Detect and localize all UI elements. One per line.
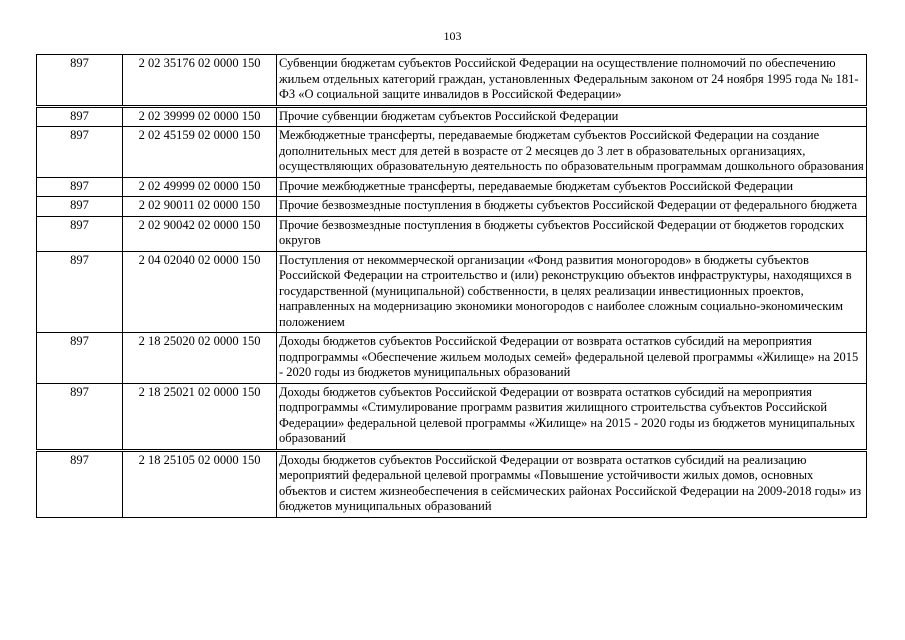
table-row xyxy=(37,333,867,384)
table-row xyxy=(37,450,867,517)
revenue-code-cell: 2 02 49999 02 0000 150 xyxy=(123,177,277,197)
admin-code-cell: 897 xyxy=(37,251,123,333)
revenue-name-cell: Субвенции бюджетам субъектов Российской Федерации на осуществление полномочий по обеспечению жильем отдельных категорий граждан, установленных Федеральным законом от 24 ноября 1995 года № 181-ФЗ «О социальной защите инвалидов в Российской Федерации» xyxy=(277,55,867,107)
revenue-name-cell: Доходы бюджетов субъектов Российской Федерации от возврата остатков субсидий на мероприятия подпрограммы «Стимулирование программ развития жилищного строительства субъектов Российской Федерации» федеральной целевой программы «Жилище» на 2015 - 2020 годы из бюджетов муниципальных образований xyxy=(277,383,867,450)
admin-code-cell: 897 xyxy=(37,450,123,517)
revenue-code-cell: 2 02 35176 02 0000 150 xyxy=(123,55,277,107)
revenue-code-cell: 2 18 25020 02 0000 150 xyxy=(123,333,277,384)
table-row xyxy=(37,383,867,450)
revenue-code-cell: 2 02 90042 02 0000 150 xyxy=(123,216,277,251)
table-row xyxy=(37,197,867,217)
revenue-name-cell: Поступления от некоммерческой организации «Фонд развития моногородов» в бюджеты субъектов Российской Федерации на строительство и (или) реконструкцию объектов инфраструктуры, находящихся в государственной (муниципальной) собственности, в целях реализации инвестиционных проектов, направленных на модернизацию экономики моногородов с наиболее сложным социально-экономическим положением xyxy=(277,251,867,333)
table-row xyxy=(37,106,867,127)
admin-code-cell: 897 xyxy=(37,383,123,450)
revenue-code-cell: 2 18 25021 02 0000 150 xyxy=(123,383,277,450)
revenue-codes-table xyxy=(36,54,867,518)
revenue-name-cell: Прочие межбюджетные трансферты, передаваемые бюджетам субъектов Российской Федерации xyxy=(277,177,867,197)
admin-code-cell: 897 xyxy=(37,127,123,178)
admin-code-cell: 897 xyxy=(37,177,123,197)
revenue-name-cell: Прочие безвозмездные поступления в бюджеты субъектов Российской Федерации от бюджетов городских округов xyxy=(277,216,867,251)
revenue-name-cell: Межбюджетные трансферты, передаваемые бюджетам субъектов Российской Федерации на создание дополнительных мест для детей в возрасте от 2 месяцев до 3 лет в образовательных организациях, осуществляющих образовательную деятельность по образовательным программам дошкольного образования xyxy=(277,127,867,178)
revenue-code-cell: 2 02 90011 02 0000 150 xyxy=(123,197,277,217)
admin-code-cell: 897 xyxy=(37,55,123,107)
table-row xyxy=(37,55,867,107)
revenue-name-cell: Доходы бюджетов субъектов Российской Федерации от возврата остатков субсидий на мероприятия подпрограммы «Обеспечение жильем молодых семей» федеральной целевой программы «Жилище» на 2015 - 2020 годы из бюджетов муниципальных образований xyxy=(277,333,867,384)
table-row xyxy=(37,177,867,197)
revenue-code-cell: 2 02 45159 02 0000 150 xyxy=(123,127,277,178)
admin-code-cell: 897 xyxy=(37,333,123,384)
admin-code-cell: 897 xyxy=(37,106,123,127)
revenue-name-cell: Прочие безвозмездные поступления в бюджеты субъектов Российской Федерации от федерального бюджета xyxy=(277,197,867,217)
revenue-code-cell: 2 04 02040 02 0000 150 xyxy=(123,251,277,333)
revenue-name-cell: Прочие субвенции бюджетам субъектов Российской Федерации xyxy=(277,106,867,127)
revenue-code-cell: 2 02 39999 02 0000 150 xyxy=(123,106,277,127)
page-number: 103 xyxy=(443,29,462,43)
revenue-name-cell: Доходы бюджетов субъектов Российской Федерации от возврата остатков субсидий на реализацию мероприятий федеральной целевой программы «Повышение устойчивости жилых домов, основных объектов и систем жизнеобеспечения в сейсмических районах Российской Федерации на 2009-2018 годы» из бюджетов муниципальных образований xyxy=(277,450,867,517)
table-row xyxy=(37,216,867,251)
admin-code-cell: 897 xyxy=(37,197,123,217)
admin-code-cell: 897 xyxy=(37,216,123,251)
revenue-code-cell: 2 18 25105 02 0000 150 xyxy=(123,450,277,517)
table-row xyxy=(37,127,867,178)
table-row xyxy=(37,251,867,333)
